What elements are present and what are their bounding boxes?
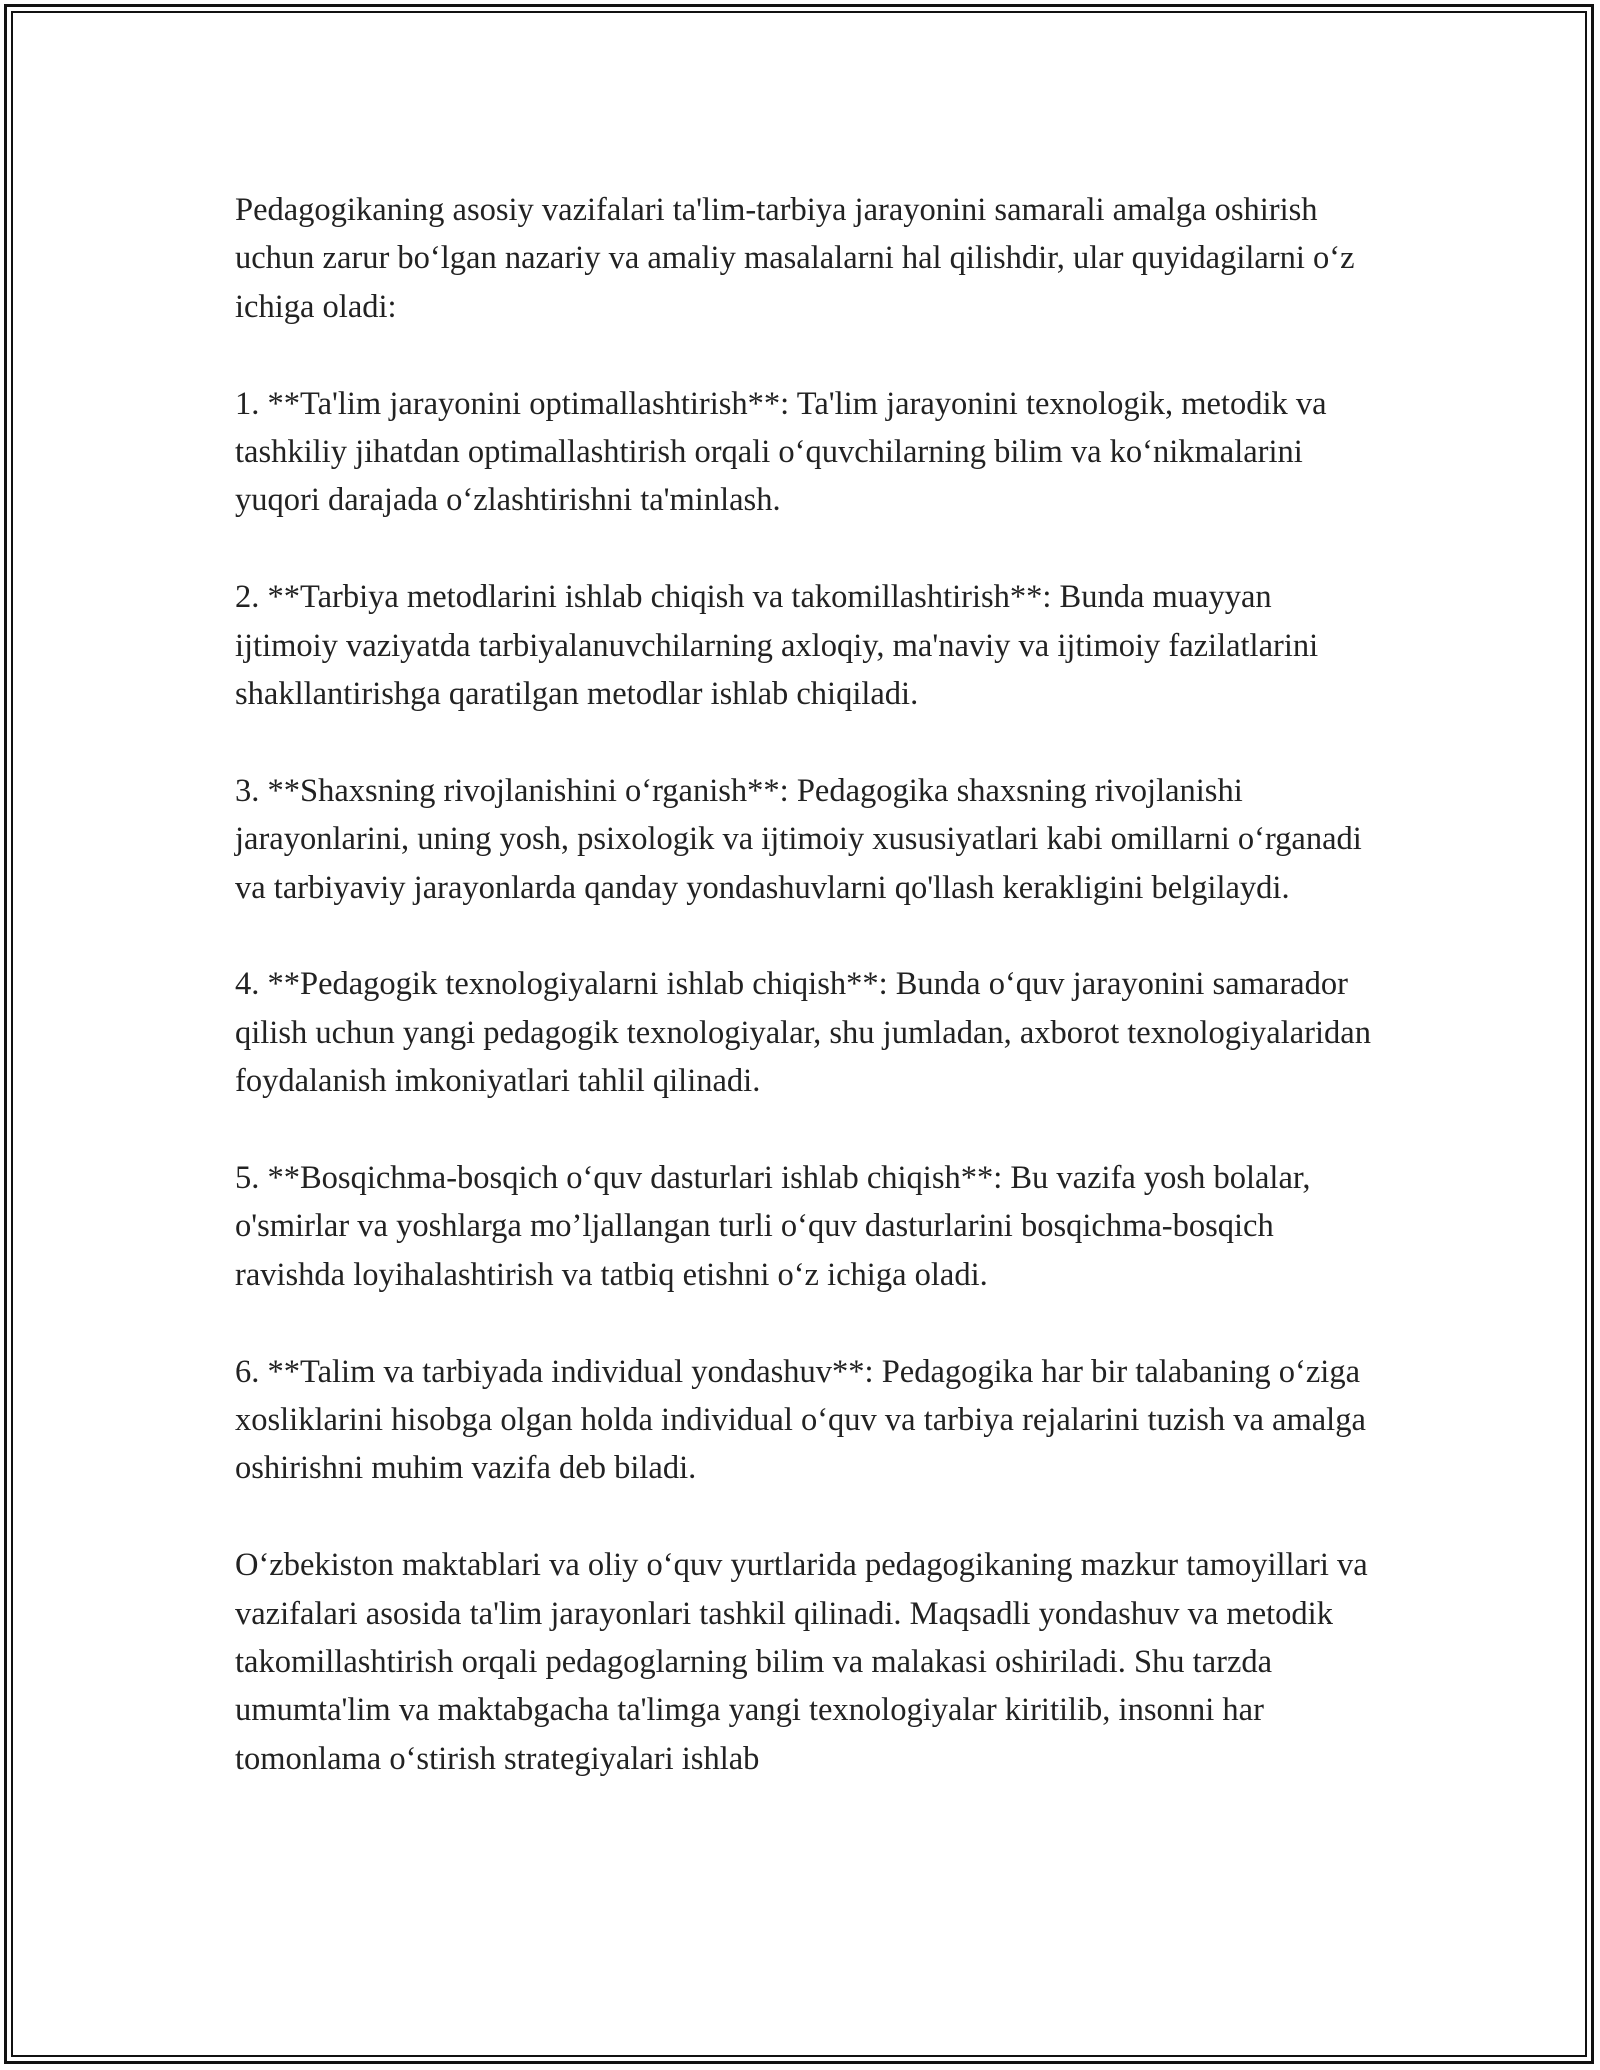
list-item-6: 6. **Talim va tarbiyada individual yondashuv**: Pedagogika har bir talabaning o‘ziga xosliklarini hisobga olgan holda individual o‘quv va tarbiya rejalarini tuzish va amalga oshirishni muhim vazifa deb biladi. [235,1353,1366,1487]
list-item-4: 4. **Pedagogik texnologiyalarni ishlab chiqish**: Bunda o‘quv jarayonini samarador qilish uchun yangi pedagogik texnologiyalar, shu jumladan, axborot texnologiyalaridan foydalanish imkoniyatlari tahlil qilinadi. [235,966,1371,1100]
closing-paragraph: O‘zbekiston maktablari va oliy o‘quv yurtlarida pedagogikaning mazkur tamoyillari va vazifalari asosida ta'lim jarayonlari tashkil qilinadi. Maqsadli yondashuv va metodik takomillashtirish orqali pedagoglarning bilim va malakasi oshiriladi. Shu tarzda umumta'lim va maktabgacha ta'limga yangi texnologiyalar kiritilib, insonni har tomonlama o‘stirish strategiyalari ishlab [235,1547,1368,1777]
list-item-2: 2. **Tarbiya metodlarini ishlab chiqish va takomillashtirish**: Bunda muayyan ijtimoiy vaziyatda tarbiyalanuvchilarning axloqiy, ma'naviy va ijtimoiy fazilatlarini shakllantirishga qaratilgan metodlar ishlab chiqiladi. [235,579,1319,713]
list-item-1: 1. **Ta'lim jarayonini optimallashtirish**: Ta'lim jarayonini texnologik, metodik va tashkiliy jihatdan optimallashtirish orqali o‘quvchilarning bilim va ko‘nikmalarini yuqori darajada o‘zlashtirishni ta'minlash. [235,385,1327,519]
intro-paragraph: Pedagogikaning asosiy vazifalari ta'lim-tarbiya jarayonini samarali amalga oshirish uchun zarur bo‘lgan nazariy va amaliy masalalarni hal qilishdir, ular quyidagilarni o‘z ichiga oladi: [235,192,1355,325]
list-item-5: 5. **Bosqichma-bosqich o‘quv dasturlari ishlab chiqish**: Bu vazifa yosh bolalar, o'smirlar va yoshlarga mo’ljallangan turli o‘quv dasturlarini bosqichma-bosqich ravishda loyihalashtirish va tatbiq etishni o‘z ichiga oladi. [235,1160,1311,1293]
list-item-3: 3. **Shaxsning rivojlanishini o‘rganish**: Pedagogika shaxsning rivojlanishi jarayonlarini, uning yosh, psixologik va ijtimoiy xususiyatlari kabi omillarni o‘rganadi va tarbiyaviy jarayonlarda qanday yondashuvlarni qo'llash kerakligini belgilaydi. [235,772,1362,906]
document-body [235,186,1380,1783]
